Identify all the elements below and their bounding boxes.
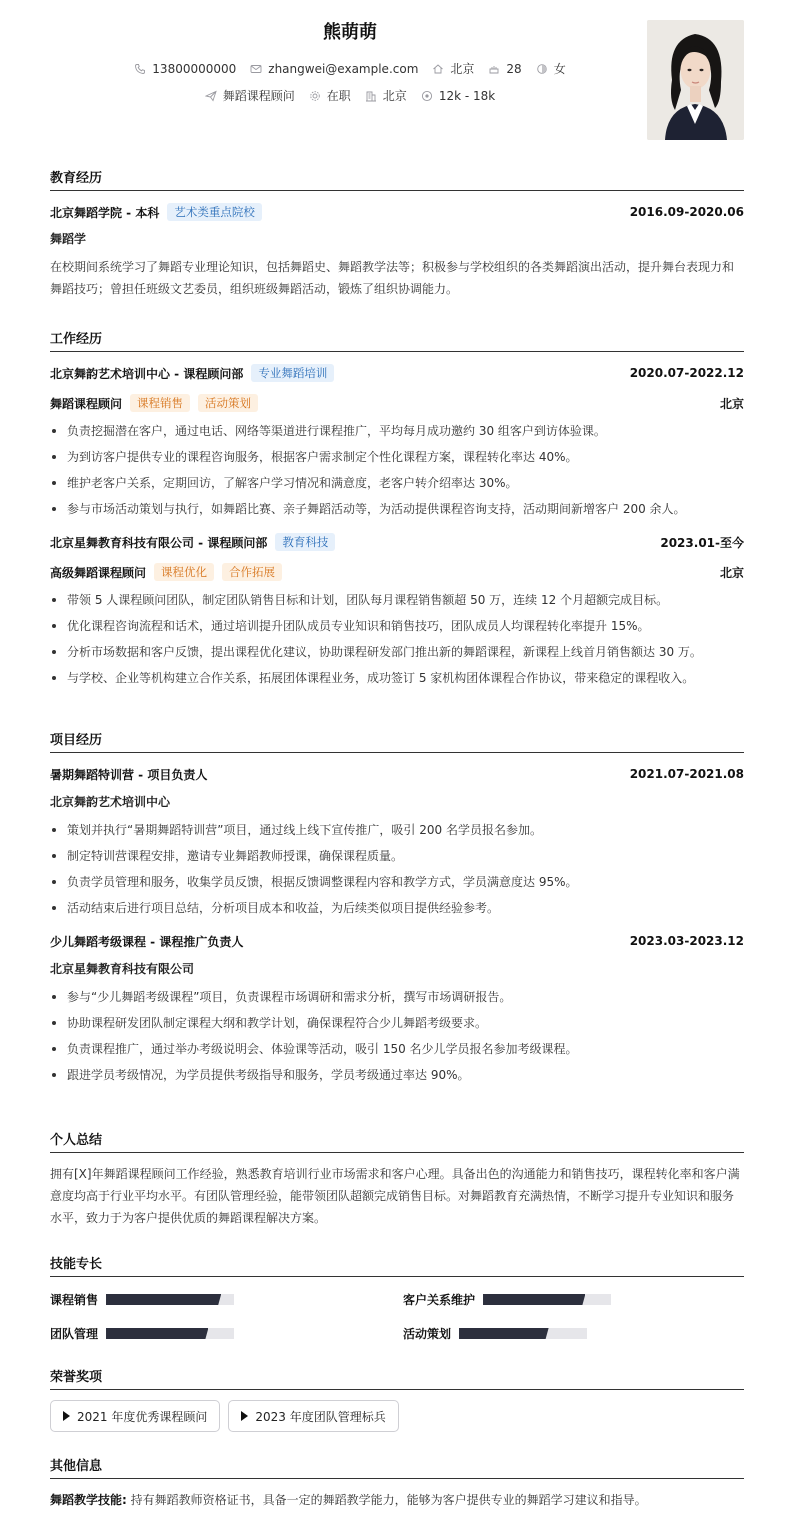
skill-name: 客户关系维护 bbox=[403, 1293, 476, 1307]
age-icon bbox=[488, 63, 500, 75]
other-label: 舞蹈教学技能: bbox=[50, 1493, 127, 1507]
gender-icon bbox=[536, 63, 548, 75]
education-header-row bbox=[50, 201, 744, 223]
major: 舞蹈学 bbox=[50, 232, 87, 246]
work-title: 工作经历 bbox=[50, 330, 744, 352]
job-header-row bbox=[50, 531, 744, 553]
role-tag: 活动策划 bbox=[198, 394, 258, 412]
salary-icon bbox=[421, 90, 433, 102]
resume-header bbox=[50, 0, 744, 150]
awards-list bbox=[50, 1400, 744, 1432]
list-item: 负责学员管理和服务，收集学员反馈，根据反馈调整课程内容和教学方式，学员满意度达 95%。 bbox=[50, 869, 744, 895]
projects-section bbox=[50, 731, 744, 1088]
skill-bar bbox=[483, 1294, 611, 1305]
skill-item bbox=[50, 1291, 234, 1308]
triangle-icon bbox=[241, 1411, 248, 1421]
job-intent-row bbox=[50, 87, 650, 104]
skills-grid bbox=[50, 1287, 744, 1367]
project-bullets bbox=[50, 984, 744, 1088]
project-entry bbox=[50, 763, 744, 921]
list-item: 制定特训营课程安排，邀请专业舞蹈教师授课，确保课程质量。 bbox=[50, 843, 744, 869]
skill-level bbox=[106, 1328, 208, 1339]
projects-title: 项目经历 bbox=[50, 731, 744, 753]
mail-icon bbox=[250, 63, 262, 75]
skill-bar bbox=[106, 1294, 234, 1305]
phone-item bbox=[134, 62, 236, 76]
list-item: 活动结束后进行项目总结，分析项目成本和收益，为后续类似项目提供经验参考。 bbox=[50, 895, 744, 921]
resume-page bbox=[50, 0, 744, 1507]
skill-item bbox=[403, 1291, 611, 1308]
company-name: 北京星舞教育科技有限公司 - 课程顾问部 bbox=[50, 535, 268, 550]
awards-title: 荣誉奖项 bbox=[50, 1368, 744, 1390]
skill-item bbox=[403, 1325, 587, 1342]
list-item: 分析市场数据和客户反馈，提出课程优化建议，协助课程研发部门推出新的舞蹈课程，新课程上线首月销售额达 30 万。 bbox=[50, 639, 744, 665]
contact-row bbox=[50, 60, 650, 77]
award-item bbox=[228, 1400, 398, 1432]
education-date: 2016.09-2020.06 bbox=[629, 205, 744, 219]
other-info-line bbox=[50, 1489, 744, 1511]
project-date: 2023.03-2023.12 bbox=[629, 934, 744, 948]
awards-section bbox=[50, 1368, 744, 1432]
skill-bar bbox=[106, 1328, 234, 1339]
gender-item bbox=[536, 60, 566, 77]
job-location: 北京 bbox=[719, 565, 744, 580]
city-text: 北京 bbox=[450, 62, 475, 76]
job-entry bbox=[50, 362, 744, 522]
phone-text: 13800000000 bbox=[152, 61, 237, 76]
job-location: 北京 bbox=[719, 396, 744, 411]
triangle-icon bbox=[63, 1411, 70, 1421]
job-role-row bbox=[50, 392, 744, 414]
gear-icon bbox=[309, 90, 321, 102]
skill-name: 团队管理 bbox=[50, 1327, 99, 1341]
list-item: 协助课程研发团队制定课程大纲和教学计划，确保课程符合少儿舞蹈考级要求。 bbox=[50, 1010, 744, 1036]
list-item: 优化课程咨询流程和话术，通过培训提升团队成员专业知识和销售技巧，团队成员人均课程转化率提升 15%。 bbox=[50, 613, 744, 639]
salary-text: 12k - 18k bbox=[438, 88, 496, 103]
status-text: 在职 bbox=[326, 89, 351, 103]
candidate-name: 熊萌萌 bbox=[323, 22, 377, 43]
target-city-item bbox=[365, 87, 407, 104]
project-name: 少儿舞蹈考级课程 - 课程推广负责人 bbox=[50, 934, 244, 949]
education-description: 在校期间系统学习了舞蹈专业理论知识，包括舞蹈史、舞蹈教学法等；积极参与学校组织的各类舞蹈演出活动，提升舞台表现力和舞蹈技巧；曾担任班级文艺委员，组织班级舞蹈活动，锻炼了组织协调能力。 bbox=[50, 260, 735, 296]
project-bullets bbox=[50, 817, 744, 921]
education-section bbox=[50, 169, 744, 300]
job-role: 舞蹈课程顾问 bbox=[50, 396, 123, 411]
project-header-row bbox=[50, 930, 744, 952]
job-bullets bbox=[50, 587, 744, 691]
project-org: 北京星舞教育科技有限公司 bbox=[50, 962, 195, 976]
list-item: 带领 5 人课程顾问团队，制定团队销售目标和计划，团队每月课程销售额超 50 万，连续 12 个月超额完成目标。 bbox=[50, 587, 744, 613]
list-item: 跟进学员考级情况，为学员提供考级指导和服务，学员考级通过率达 90%。 bbox=[50, 1062, 744, 1088]
skill-bar bbox=[459, 1328, 587, 1339]
job-role: 高级舞蹈课程顾问 bbox=[50, 565, 147, 580]
role-tag: 课程优化 bbox=[154, 563, 214, 581]
status-item bbox=[309, 87, 351, 104]
other-text: 持有舞蹈教师资格证书，具备一定的舞蹈教学能力，能够为客户提供专业的舞蹈学习建议和指导。 bbox=[130, 1493, 647, 1507]
list-item: 参与市场活动策划与执行，如舞蹈比赛、亲子舞蹈活动等，为活动提供课程咨询支持，活动期间新增客户 200 余人。 bbox=[50, 496, 744, 522]
job-entry bbox=[50, 531, 744, 691]
role-tag: 课程销售 bbox=[130, 394, 190, 412]
building-icon bbox=[365, 90, 377, 102]
list-item: 维护老客户关系，定期回访，了解客户学习情况和满意度，老客户转介绍率达 30%。 bbox=[50, 470, 744, 496]
skills-title: 技能专长 bbox=[50, 1255, 744, 1277]
list-item: 负责课程推广，通过举办考级说明会、体验课等活动，吸引 150 名少儿学员报名参加考级课程。 bbox=[50, 1036, 744, 1062]
email-text: zhangwei@example.com bbox=[268, 61, 419, 76]
company-tag: 教育科技 bbox=[275, 533, 335, 551]
project-header-row bbox=[50, 763, 744, 785]
company-name: 北京舞韵艺术培训中心 - 课程顾问部 bbox=[50, 366, 244, 381]
skill-name: 活动策划 bbox=[403, 1327, 452, 1341]
send-icon bbox=[205, 90, 217, 102]
summary-title: 个人总结 bbox=[50, 1131, 744, 1153]
job-date: 2023.01-至今 bbox=[660, 535, 744, 550]
list-item: 为到访客户提供专业的课程咨询服务，根据客户需求制定个性化课程方案，课程转化率达 40%。 bbox=[50, 444, 744, 470]
age-item bbox=[488, 62, 521, 76]
gender-text: 女 bbox=[553, 62, 566, 76]
target-role-item bbox=[205, 87, 295, 104]
city-item bbox=[432, 60, 474, 77]
company-tag: 专业舞蹈培训 bbox=[251, 364, 334, 382]
skill-item bbox=[50, 1325, 234, 1342]
project-org: 北京舞韵艺术培训中心 bbox=[50, 795, 171, 809]
list-item: 负责挖掘潜在客户，通过电话、网络等渠道进行课程推广，平均每月成功邀约 30 组客户到访体验课。 bbox=[50, 418, 744, 444]
other-title: 其他信息 bbox=[50, 1457, 744, 1479]
job-role-row bbox=[50, 561, 744, 583]
job-bullets bbox=[50, 418, 744, 522]
skill-name: 课程销售 bbox=[50, 1293, 99, 1307]
salary-item bbox=[421, 89, 495, 103]
summary-section bbox=[50, 1131, 744, 1229]
summary-text: 拥有[X]年舞蹈课程顾问工作经验，熟悉教育培训行业市场需求和客户心理。具备出色的沟通能力和销售技巧，课程转化率和客户满意度均高于行业平均水平。有团队管理经验，能带领团队超额完成销售目标。对舞蹈教育充满热情，不断学习提升专业知识和服务水平，致力于为客户提供优质的舞蹈课程解决方案。 bbox=[50, 1167, 740, 1225]
email-item bbox=[250, 62, 418, 76]
award-label: 2021 年度优秀课程顾问 bbox=[77, 1409, 208, 1424]
award-label: 2023 年度团队管理标兵 bbox=[255, 1409, 386, 1424]
skills-section bbox=[50, 1255, 744, 1367]
skill-level bbox=[459, 1328, 549, 1339]
profile-photo bbox=[647, 20, 744, 140]
school-name: 北京舞蹈学院 - 本科 bbox=[50, 205, 160, 220]
list-item: 与学校、企业等机构建立合作关系，拓展团体课程业务，成功签订 5 家机构团体课程合作协议，带来稳定的课程收入。 bbox=[50, 665, 744, 691]
home-icon bbox=[432, 63, 444, 75]
target-city-text: 北京 bbox=[382, 89, 407, 103]
project-name: 暑期舞蹈特训营 - 项目负责人 bbox=[50, 767, 208, 782]
award-item bbox=[50, 1400, 220, 1432]
other-section bbox=[50, 1457, 744, 1511]
list-item: 参与“少儿舞蹈考级课程”项目，负责课程市场调研和需求分析，撰写市场调研报告。 bbox=[50, 984, 744, 1010]
job-header-row bbox=[50, 362, 744, 384]
education-title: 教育经历 bbox=[50, 169, 744, 191]
skill-level bbox=[106, 1294, 221, 1305]
age-text: 28 bbox=[506, 61, 522, 76]
project-entry bbox=[50, 930, 744, 1088]
target-role-text: 舞蹈课程顾问 bbox=[222, 89, 295, 103]
school-tag: 艺术类重点院校 bbox=[167, 203, 262, 221]
work-section bbox=[50, 330, 744, 691]
phone-icon bbox=[134, 63, 146, 75]
list-item: 策划并执行“暑期舞蹈特训营”项目，通过线上线下宣传推广，吸引 200 名学员报名参加。 bbox=[50, 817, 744, 843]
job-date: 2020.07-2022.12 bbox=[629, 366, 744, 380]
project-date: 2021.07-2021.08 bbox=[629, 767, 744, 781]
skill-level bbox=[483, 1294, 585, 1305]
role-tag: 合作拓展 bbox=[222, 563, 282, 581]
